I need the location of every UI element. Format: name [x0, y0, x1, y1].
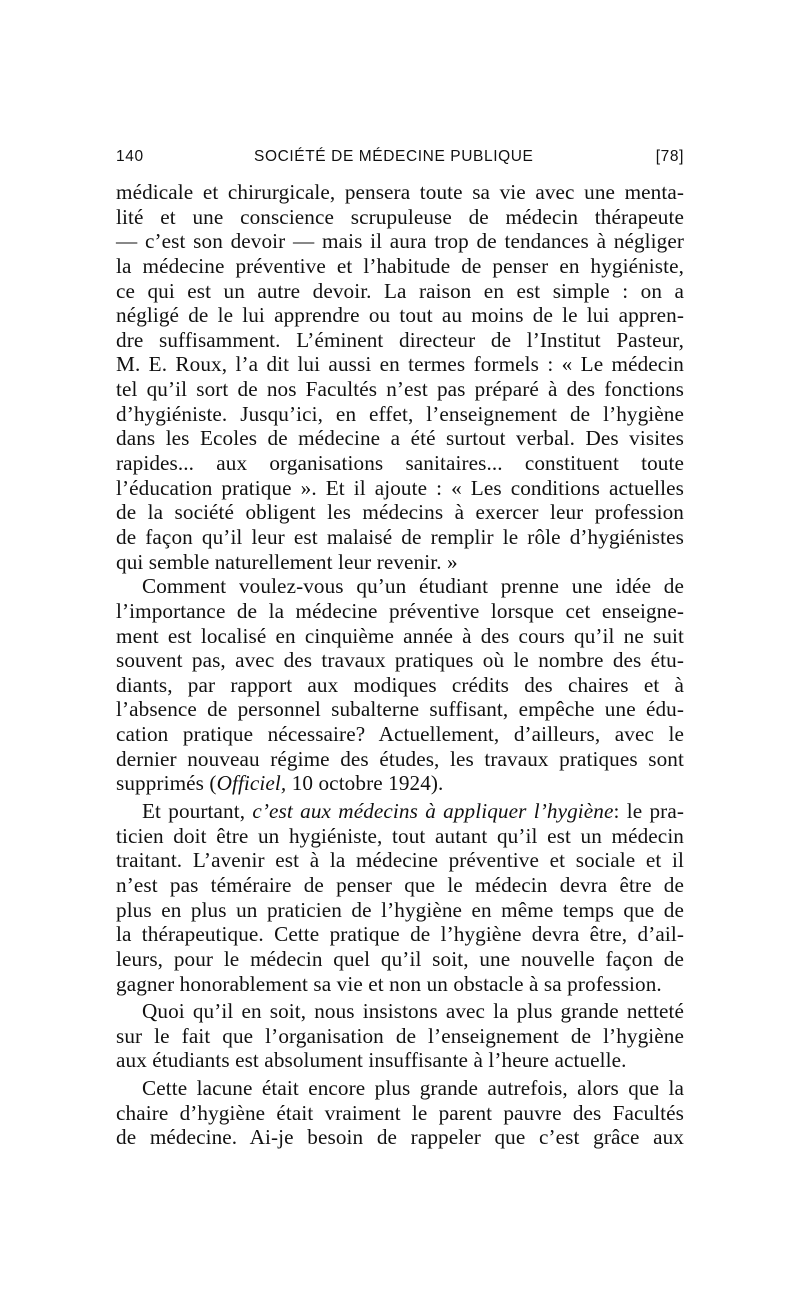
text-run: Et pourtant, — [142, 799, 253, 824]
text-line: Cette lacune était encore plus grande autrefois, alors que la — [142, 1076, 684, 1101]
text-line: — c’est son devoir — mais il aura trop de tendances à négliger — [116, 229, 684, 254]
running-header — [116, 148, 684, 174]
text-line: l’éducation pratique ». Et il ajoute : « Les conditions actuelles — [116, 475, 684, 500]
paragraph-1 — [116, 180, 684, 574]
text-line: M. E. Roux, l’a dit lui aussi en termes formels : « Le médecin — [116, 352, 684, 377]
folio-number: [78] — [655, 148, 684, 165]
text-line: de la société obligent les médecins à exercer leur profession — [116, 500, 684, 525]
text-line: ment est localisé en cinquième année à des cours qu’il ne suit — [116, 623, 684, 648]
text-line: Quoi qu’il en soit, nous insistons avec la plus grande netteté — [142, 999, 684, 1024]
text-line: de médecine. Ai-je besoin de rappeler que c’est grâce aux — [116, 1125, 684, 1150]
italic-emphasis: c’est aux médecins à appliquer l’hygiène — [252, 799, 614, 824]
text-line: n’est pas téméraire de penser que le médecin devra être de — [116, 872, 684, 897]
text-line: souvent pas, avec des travaux pratiques où le nombre des étu- — [116, 648, 684, 673]
page-number: 140 — [116, 148, 144, 165]
text-run: 10 octobre 1924). — [286, 771, 444, 796]
text-line: de façon qu’il leur est malaisé de remplir le rôle d’hygiénistes — [116, 524, 684, 549]
paragraph-2 — [116, 574, 684, 796]
text-line: la thérapeutique. Cette pratique de l’hygiène devra être, d’ail- — [116, 922, 684, 947]
body-text — [116, 180, 684, 1150]
text-line — [116, 771, 684, 796]
text-run: : le pra- — [613, 799, 684, 824]
text-line: qui semble naturellement leur revenir. » — [116, 549, 458, 574]
text-line: tel qu’il sort de nos Facultés n’est pas préparé à des fonctions — [116, 377, 684, 402]
text-line: sur le fait que l’organisation de l’enseignement de l’hygiène — [116, 1023, 684, 1048]
text-line: dans les Ecoles de médecine a été surtout verbal. Des visites — [116, 426, 684, 451]
text-line: gagner honorablement sa vie et non un obstacle à sa profession. — [116, 971, 662, 996]
text-line: ticien doit être un hygiéniste, tout autant qu’il est un médecin — [116, 823, 684, 848]
paragraph-5 — [116, 1076, 684, 1150]
text-line: cation pratique nécessaire? Actuellement, d’ailleurs, avec le — [116, 722, 684, 747]
text-line: d’hygiéniste. Jusqu’ici, en effet, l’enseignement de l’hygiène — [116, 401, 684, 426]
text-line: négligé de le lui apprendre ou tout au moins de le lui appren- — [116, 303, 684, 328]
text-line: dernier nouveau régime des études, les travaux pratiques sont — [116, 746, 684, 771]
text-line: la médecine préventive et l’habitude de penser en hygiéniste, — [116, 253, 684, 278]
text-line: médicale et chirurgicale, pensera toute sa vie avec une menta- — [116, 180, 684, 204]
text-line: lité et une conscience scrupuleuse de médecin thérapeute — [116, 204, 684, 229]
text-line: l’absence de personnel subalterne suffisant, empêche une édu- — [116, 697, 684, 722]
text-line: rapides... aux organisations sanitaires... constituent toute — [116, 451, 684, 476]
text-line: ce qui est un autre devoir. La raison en est simple : on a — [116, 278, 684, 303]
text-line: traitant. L’avenir est à la médecine préventive et sociale et il — [116, 848, 684, 873]
paragraph-3 — [116, 799, 684, 996]
text-line — [116, 799, 684, 824]
text-run: supprimés ( — [116, 771, 217, 796]
text-line: diants, par rapport aux modiques crédits des chaires et à — [116, 672, 684, 697]
text-line: l’importance de la médecine préventive lorsque cet enseigne- — [116, 598, 684, 623]
text-line: Comment voulez-vous qu’un étudiant prenne une idée de — [142, 574, 684, 599]
italic-citation: Officiel, — [216, 771, 287, 796]
text-line: leurs, pour le médecin quel qu’il soit, une nouvelle façon de — [116, 946, 684, 971]
text-line: dre suffisamment. L’éminent directeur de l’Institut Pasteur, — [116, 327, 684, 352]
running-title: SOCIÉTÉ DE MÉDECINE PUBLIQUE — [254, 148, 534, 165]
text-line: aux étudiants est absolument insuffisante à l’heure actuelle. — [116, 1048, 627, 1073]
paragraph-4 — [116, 999, 684, 1073]
text-line: plus en plus un praticien de l’hygiène en même temps que de — [116, 897, 684, 922]
text-line: chaire d’hygiène était vraiment le parent pauvre des Facultés — [116, 1100, 684, 1125]
